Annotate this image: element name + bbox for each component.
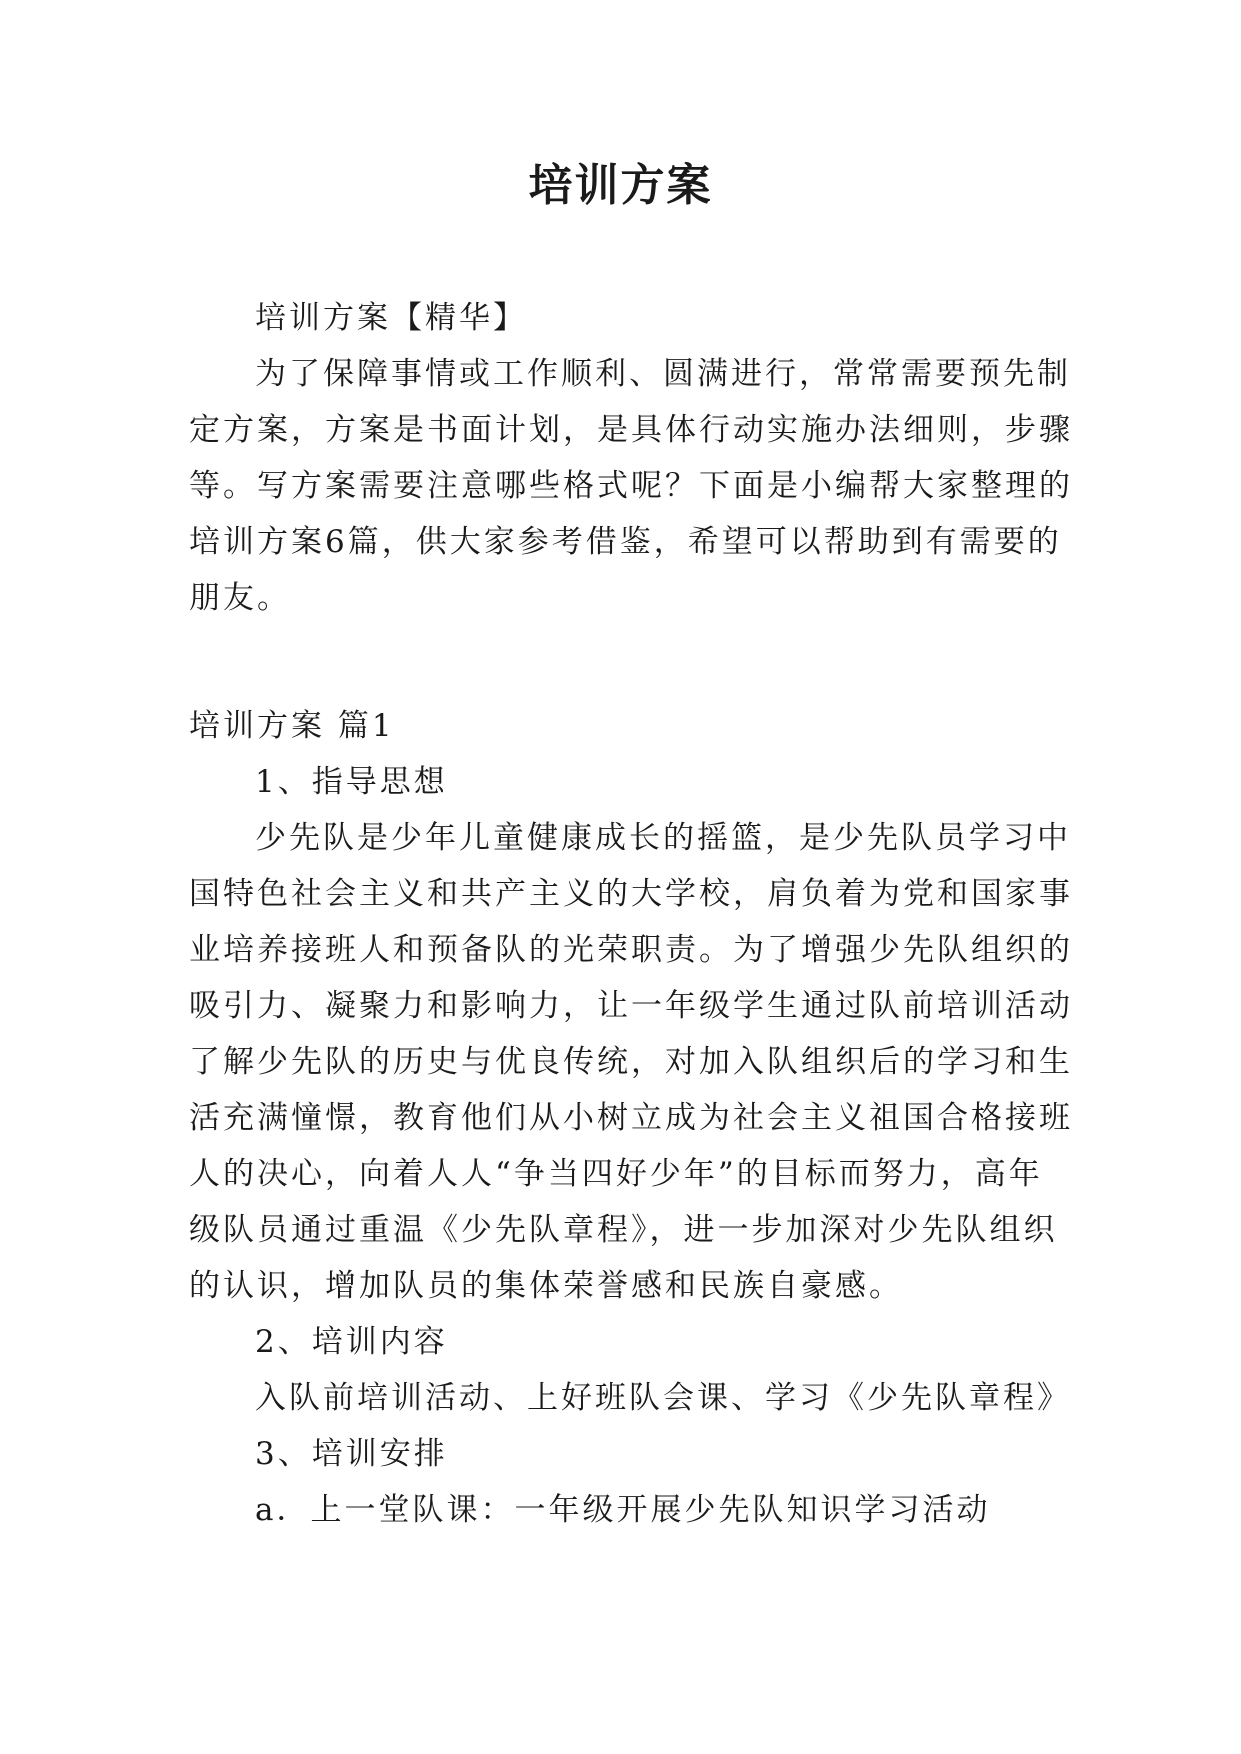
intro-line: 等。写方案需要注意哪些格式呢？下面是小编帮大家整理的	[189, 468, 1073, 504]
intro-line: 定方案，方案是书面计划，是具体行动实施办法细则，步骤	[189, 412, 1073, 448]
section-heading: 培训方案 篇1	[189, 708, 395, 744]
item-1-line: 了解少先队的历史与优良传统，对加入队组织后的学习和生	[189, 1044, 1073, 1080]
item-3-title: 3、培训安排	[255, 1436, 448, 1472]
item-2-title: 2、培训内容	[255, 1324, 448, 1360]
item-1-line: 人的决心，向着人人“争当四好少年”的目标而努力，高年	[189, 1156, 1043, 1192]
item-3-subitem-a: a．上一堂队课：一年级开展少先队知识学习活动	[255, 1492, 991, 1528]
intro-line: 为了保障事情或工作顺利、圆满进行，常常需要预先制	[255, 356, 1071, 392]
item-1-line: 少先队是少年儿童健康成长的摇篮，是少先队员学习中	[255, 820, 1071, 856]
item-1-line: 级队员通过重温《少先队章程》，进一步加深对少先队组织	[189, 1212, 1058, 1248]
item-1-line: 吸引力、凝聚力和影响力，让一年级学生通过队前培训活动	[189, 988, 1073, 1024]
item-1-title: 1、指导思想	[255, 764, 448, 800]
item-2-line: 入队前培训活动、上好班队会课、学习《少先队章程》	[255, 1380, 1071, 1416]
document-title: 培训方案	[528, 160, 713, 211]
item-1-line: 国特色社会主义和共产主义的大学校，肩负着为党和国家事	[189, 876, 1073, 912]
item-1-line: 业培养接班人和预备队的光荣职责。为了增强少先队组织的	[189, 932, 1073, 968]
intro-section	[189, 290, 1073, 626]
section-1	[189, 698, 1073, 1538]
intro-heading: 培训方案【精华】	[255, 300, 527, 336]
intro-line: 朋友。	[189, 580, 291, 616]
item-1-line: 的认识，增加队员的集体荣誉感和民族自豪感。	[189, 1268, 903, 1304]
intro-line: 培训方案6篇，供大家参考借鉴，希望可以帮助到有需要的	[189, 524, 1062, 560]
item-1-line: 活充满憧憬，教育他们从小树立成为社会主义祖国合格接班	[189, 1100, 1073, 1136]
